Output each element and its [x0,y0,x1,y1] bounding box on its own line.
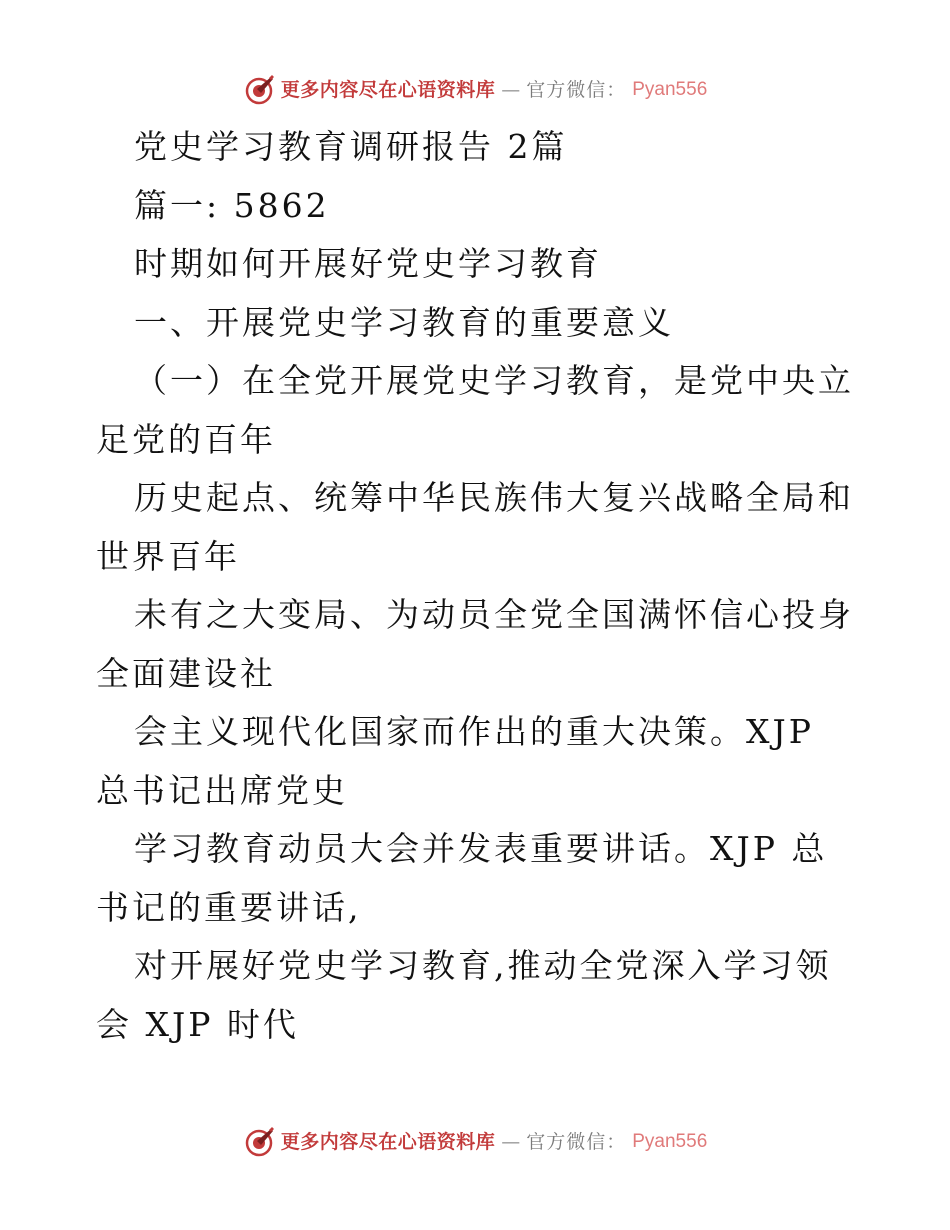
paragraph: 学习教育动员大会并发表重要讲话。XJP 总书记的重要讲话, [96,829,828,927]
document-title: 党史学习教育调研报告 2篇 [134,127,568,166]
watermark-dash: — [501,1131,521,1153]
paragraph: 未有之大变局、为动员全党全国满怀信心投身全面建设社 [96,595,854,693]
paragraph: （一）在全党开展党史学习教育，是党中央立足党的百年 [96,361,854,459]
footer-watermark [0,1126,950,1158]
watermark-dash: — [501,79,521,101]
paragraph: 一、开展党史学习教育的重要意义 [134,302,674,342]
document-body [96,118,856,1054]
watermark-id: Pyan556 [632,79,708,100]
paragraph: 对开展好党史学习教育,推动全党深入学习领会 XJP 时代 [96,946,832,1044]
watermark-label: 官方微信： [526,1131,627,1153]
watermark-label: 官方微信： [526,79,627,101]
paragraph: 历史起点、统筹中华民族伟大复兴战略全局和世界百年 [96,478,854,576]
watermark-site-text: 更多内容尽在心语资料库 [280,1131,496,1153]
paragraph: 篇一: 5862 [134,185,330,225]
paragraph: 时期如何开展好党史学习教育 [134,244,602,283]
header-watermark [0,74,950,106]
watermark-id: Pyan556 [632,1131,708,1152]
paragraph: 会主义现代化国家而作出的重大决策。XJP 总书记出席党史 [96,712,814,810]
quill-logo-icon [243,74,275,106]
watermark-site-text: 更多内容尽在心语资料库 [280,79,496,101]
quill-logo-icon [243,1126,275,1158]
